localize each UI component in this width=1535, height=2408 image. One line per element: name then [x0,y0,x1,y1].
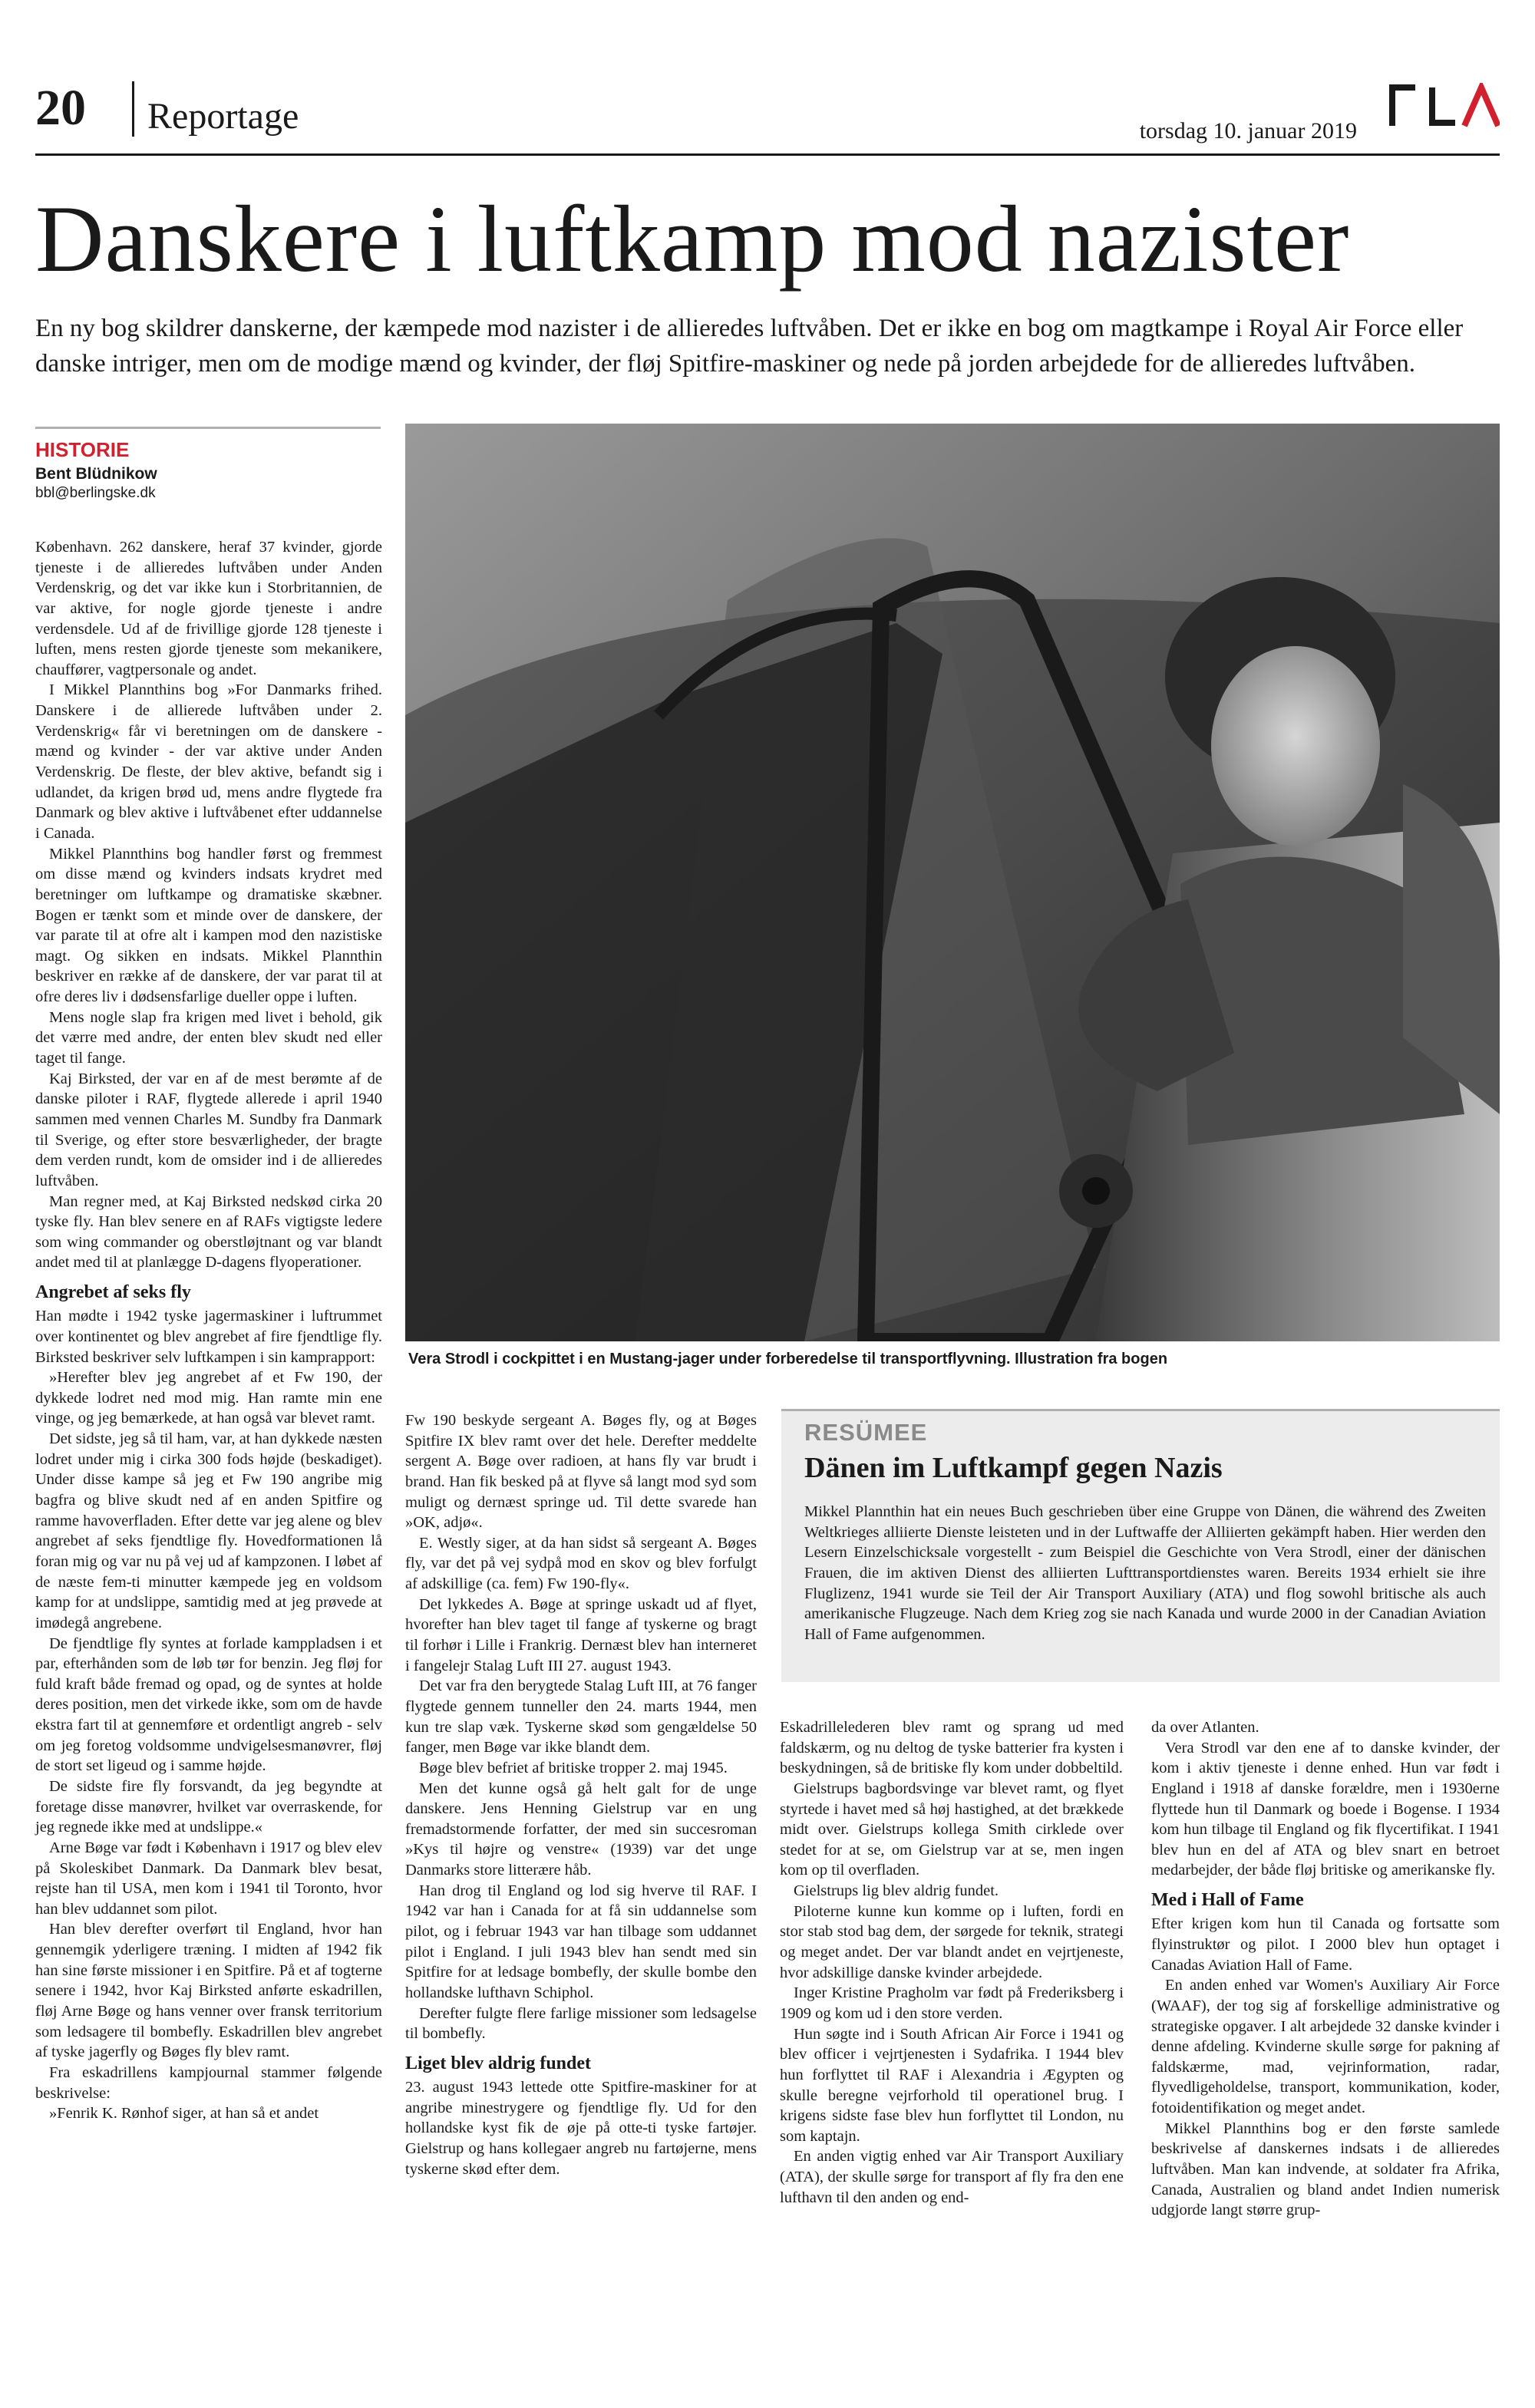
paragraph: De fjendtlige fly syntes at forlade kamppladsen i et par, efterhånden som de løb tør for benzin. Jeg fløj for fuld kraft både fremad og opad, og de syntes at holde deres position, men det virkede ikke, som om de havde ekstra fart til at gennemføre et ordentligt angreb - selv om jeg foretog voldsomme undvigelsesmanøvrer, fløj de stort set ligeud og i samme højde. [35,1634,382,1775]
article-column-2 [405,1410,757,2179]
resume-title: Dänen im Luftkampf gegen Nazis [804,1452,1223,1484]
paragraph: Piloterne kunne kun komme op i luften, fordi en stor stab stod bag dem, der sørgede for teknik, strategi og meget andet. Der var blandt andet en vejrtjeneste, hvor adskillige danske kvinder arbejdede. [780,1902,1124,1981]
issue-date: torsdag 10. januar 2019 [1139,118,1357,143]
paragraph: E. Westly siger, at da han sidst så sergeant A. Bøges fly, var det på vej sydpå mod en skov og blev forfulgt af adskillige (ca. fem) Fw 190-fly«. [405,1534,757,1593]
paragraph: Han blev derefter overført til England, hvor han gennemgik yderligere træning. I midten af 1942 fik han sine første missioner i en Spitfire. På et af togterne senere i 1942, hvor Kaj Birksted anførte eskadrillen, fløj Arne Bøge og hans venner over fransk territorium som ledsagere til bombefly. Eskadrillen blev angrebet af tyske jagerfly og Bøges fly blev ramt. [35,1921,382,2061]
paragraph: Han mødte i 1942 tyske jagermaskiner i luftrummet over kontinentet og blev angrebet af fire fjendtlige fly. Birksted beskriver selv luftkampen i sin kamprapport: [35,1308,382,1366]
paragraph: da over Atlanten. [1151,1719,1259,1736]
paragraph: Hun søgte ind i South African Air Force i 1941 og blev officer i vejrtjenesten i Sydafrika. I 1944 blev hun forflyttet til RAF i Alexandria i Ægypten og skulle beregne vejrforhold til operationel brug. I krigens sidste fase blev hun forflyttet til London, nu som kaptajn. [780,2025,1124,2145]
paragraph: Gielstrups lig blev aldrig fundet. [794,1882,999,1900]
paragraph: Arne Bøge var født i København i 1917 og blev elev på Skoleskibet Danmark. Da Danmark blev besat, rejste han til USA, men kom i 1941 til Toronto, hvor han blev uddannet som pilot. [35,1839,382,1918]
masthead-rule [35,153,1500,156]
paragraph: Mens nogle slap fra krigen med livet i behold, gik det værre med andre, der enten blev skudt ned eller taget til fange. [35,1008,382,1067]
kicker: HISTORIE [35,438,130,461]
paragraph: »Herefter blev jeg angrebet af et Fw 190, der dykkede lodret ned mod mig. Han ramte min ene vinge, og jeg bemærkede, at han også var blevet ramt. [35,1369,382,1427]
paragraph: Mikkel Plannthins bog er den første samlede beskrivelse af danskernes indsats i de allieredes luftvåben. Man kan indvende, at soldater fra Afrika, Canada, Australien og bland andet Indien numerisk udgjorde langt større grup- [1151,2119,1500,2219]
paragraph: Man regner med, at Kaj Birksted nedskød cirka 20 tyske fly. Han blev senere en af RAFs vigtigste ledere som wing commander og oberstløjtnant og var blandt andet med til at planlægge D-dagens flyoperationer. [35,1192,382,1272]
paragraph: Fw 190 beskyde sergeant A. Bøges fly, og at Bøges Spitfire IX blev ramt over det hele. Derefter meddelte sergent A. Bøge over radioen, at hans fly var brudt i brand. Han fik besked på at flyve så langt mod syd som muligt og dernæst springe ud. Til dette svarede han »OK, adjø«. [405,1412,757,1532]
subheading: Angrebet af seks fly [35,1282,191,1303]
paragraph: Bøge blev befriet af britiske tropper 2. maj 1945. [419,1759,728,1776]
main-photo [405,424,1500,1341]
article-column-3 [780,1717,1124,2208]
section-name: Reportage [147,96,299,137]
resume-box [781,1409,1500,1682]
article-column-1 [35,537,382,2124]
section-divider [132,81,134,137]
byline-rule [35,427,381,429]
paragraph: Efter krigen kom hun til Canada og fortsatte som flyinstruktør og pilot. I 2000 blev hun optaget i Canadas Aviation Hall of Fame. [1151,1915,1500,1974]
paragraph: En anden enhed var Women's Auxiliary Air Force (WAAF), der tog sig af forskellige administrative og strategiske opgaver. I alt arbejdede 32 danske kvinder i denne afdeling. Kvinderne skulle sørge for pakning af faldskærme, mad, vejrinformation, radar, flyvedligeholdelse, transport, kommunikation, koder, fotoidentifikation og meget andet. [1151,1977,1500,2117]
author-name: Bent Blüdnikow [35,465,157,483]
newspaper-logo [1385,83,1500,129]
paragraph: Gielstrups bagbordsvinge var blevet ramt, og flyet styrtede i havet med så høj hastighed, at det brækkede midt over. Gielstrups kollega Smith cirklede over stedet for at se, om Gielstrup var at se, men ingen kom op til overfladen. [780,1780,1124,1879]
resume-body: Mikkel Plannthin hat ein neues Buch geschrieben über eine Gruppe von Dänen, die während des Zweiten Weltkrieges alliierte Dienste leisteten und in der Luftwaffe der Alliierten gekämpft haben. Hier werden den Lesern Einzelschicksale vorgestellt - zum Beispiel die Geschichte von Vera Strodl, einer der dänischen Frauen, die im aktiven Dienst des alliierten Lufttransportdienstes waren. Bereits 1934 erhielt sie ihre Fluglizenz, 1941 wurde sie Teil der Air Transport Auxiliary (ATA) und flog sowohl britische als auch amerikanische Flugzeuge. Nach dem Krieg zog sie nach Kanada und wurde 2000 in der Canadian Aviation Hall of Fame aufgenommen. [804,1503,1486,1643]
page-number: 20 [35,80,86,136]
paragraph: Vera Strodl var den ene af to danske kvinder, der kom i aktiv tjeneste i denne enhed. Hun var født i England i 1918 af danske forældre, men i 1930erne flyttede hun til Danmark og boede i Bogense. I 1934 kom hun tilbage til England og fik flycertifikat. I 1941 blev hun en del af ATA og blev snart en betroet medarbejder, der både fløj britiske og amerikanske fly. [1151,1739,1500,1879]
paragraph: København. 262 danskere, heraf 37 kvinder, gjorde tjeneste i de allieredes luftvåben under Anden Verdenskrig, og det var ikke kun i Storbritannien, de var aktive, for nogle gjorde tjeneste i andre verdensdele. Ud af de frivillige gjorde 128 tjeneste i luften, mens resten gjorde tjeneste som mekanikere, chauffører, vagtpersonale og andet. [35,539,382,678]
paragraph: En anden vigtig enhed var Air Transport Auxiliary (ATA), der skulle sørge for transport af fly fra den ene lufthavn til den anden og end- [780,2148,1124,2206]
headline: Danskere i luftkamp mod nazister [35,186,1350,292]
paragraph: I Mikkel Plannthins bog »For Danmarks frihed. Danskere i de allierede luftvåben under 2. Verdenskrig« får vi beretningen om de danskere - mænd og kvinder - der var aktive under Anden Verdenskrig. De fleste, der blev aktive, befandt sig i udlandet, da krigen brød ud, mens andre flygtede fra Danmark og blev aktive i luftvåbenet efter uddannelse i Canada. [35,681,382,842]
paragraph: Eskadrillelederen blev ramt og sprang ud med faldskærm, og nu deltog de tyske batterier fra kysten i beskydningen, så de britiske fly kom under dobbeltild. [780,1719,1124,1777]
subheading: Liget blev aldrig fundet [405,2053,592,2073]
masthead [35,38,1500,153]
photo-caption: Vera Strodl i cockpittet i en Mustang-jager under forberedelse til transportflyvning. Illustration fra bogen [408,1351,1168,1367]
paragraph: Han drog til England og lod sig hverve til RAF. I 1942 var han i Canada for at få sin uddannelse som pilot, og i februar 1943 var han tilbage som uddannet pilot i England. I juli 1943 blev han sendt med sin Spitfire for at ledsage bombefly, der skulle bombe den hollandske lufthavn Schiphol. [405,1882,757,2001]
paragraph: Kaj Birksted, der var en af de mest berømte af de danske piloter i RAF, flygtede allerede i april 1940 sammen med vennen Charles M. Sundby fra Danmark til Sverige, og efter store besværligheder, der bragte dem verden rundt, kom de omsider ind i de allieredes luftvåben. [35,1070,382,1189]
author-email[interactable]: bbl@berlingske.dk [35,485,156,501]
resume-kicker: RESÜMEE [804,1419,928,1446]
article-column-4 [1151,1717,1500,2221]
paragraph: Mikkel Plannthins bog handler først og fremmest om disse mænd og kvinders indsats krydret med beretninger om luftkampe og dramatiske skæbner. Bogen er tænkt som et minde over de danskere, der var parate til at ofre alt i kampen mod den nazistiske magt. Og sikken en indsats. Mikkel Plannthin beskriver en række af de danskere, der var parat til at ofre deres liv i dødsensfarlige dueller oppe i luften. [35,845,382,1006]
byline [35,427,381,502]
paragraph: Det lykkedes A. Bøge at springe uskadt ud af flyet, hvorefter han blev taget til fange af tyskerne og bragt til forhør i Lille i Frankrig. Dernæst blev han interneret i fangelejr Stalag Luft III 27. august 1943. [405,1595,757,1674]
paragraph: Inger Kristine Pragholm var født på Frederiksberg i 1909 og kom ud i den store verden. [780,1984,1124,2022]
paragraph: Derefter fulgte flere farlige missioner som ledsagelse til bombefly. [405,2004,757,2043]
paragraph: »Fenrik K. Rønhof siger, at han så et andet [49,2105,319,2123]
photo-illustration [405,424,1500,1341]
paragraph: Men det kunne også gå helt galt for de unge danskere. Jens Henning Gielstrup var en ung fremadstormende forfatter, der med sin succesroman »Kys til højre og venstre« (1939) var det unge Danmarks store litterære håb. [405,1780,757,1879]
subheading: Med i Hall of Fame [1151,1890,1304,1911]
paragraph: De sidste fire fly forsvandt, da jeg begyndte at foretage disse manøvrer, hvilket var overraskende, for jeg regnede ikke med at undslippe.« [35,1777,382,1836]
paragraph: 23. august 1943 lettede otte Spitfire-maskiner for at angribe minestrygere og fjendtlige fly. Ud for den hollandske kyst fik de øje på otte-ti tyske fartøjer. Gielstrup og hans kollegaer angreb nu fartøjerne, mens tyskerne skød efter dem. [405,2079,757,2178]
paragraph: Det var fra den berygtede Stalag Luft III, at 76 fanger flygtede gennem tunneller den 24. marts 1944, men kun tre slap væk. Tyskerne skød som gengældelse 50 fanger, men Bøge var ikke blandt dem. [405,1677,757,1757]
paragraph: Fra eskadrillens kampjournal stammer følgende beskrivelse: [35,2063,382,2102]
deck: En ny bog skildrer danskerne, der kæmpede mod nazister i de allieredes luftvåben. Det er ikke en bog om magtkampe i Royal Air Force eller danske intriger, men om de modige mænd og kvinder, der fløj Spitfire-maskiner og nede på jorden arbejdede for de allieredes luftvåben. [35,315,1464,378]
paragraph: Det sidste, jeg så til ham, var, at han dykkede næsten lodret under mig i cirka 300 fods højde (beskadiget). Under disse kampe så jeg et Fw 190 angribe mig bagfra og blive skudt ned af en anden Spitfire og ramme havoverfladen. Efter dette var jeg alene og blev angrebet af seks fjendtlige fly. Hovedformationen lå foran mig og var nu på vej ud af kampzonen. I løbet af de næste fem-ti minutter kæmpede jeg en voldsom kamp for at undslippe, samtidig med at jeg prøvede at imødegå angrebene. [35,1430,382,1631]
